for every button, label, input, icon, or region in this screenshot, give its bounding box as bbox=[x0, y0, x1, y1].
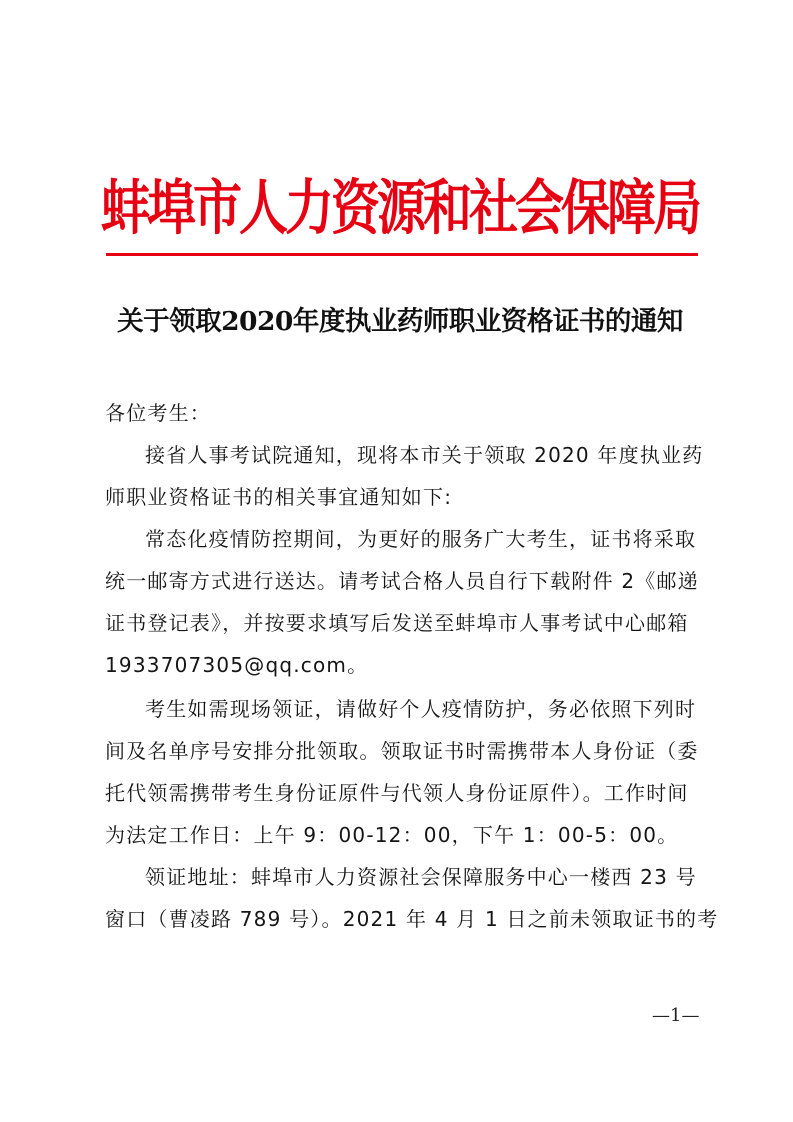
notice-title: 关于领取2020年度执业药师职业资格证书的通知 bbox=[117, 306, 683, 337]
body-line: 考生如需现场领证，请做好个人疫情防护，务必依照下列时 bbox=[145, 697, 697, 721]
body-line: 窗口（曹凌路 789 号）。2021 年 4 月 1 日之前未领取证书的考 bbox=[105, 907, 719, 931]
header-red-rule bbox=[106, 253, 698, 256]
body-line: 托代领需携带考生身份证原件与代领人身份证原件）。工作时间 bbox=[105, 781, 689, 805]
organization-header: 蚌埠市人力资源和社会保障局 bbox=[100, 172, 699, 244]
email-address: 1933707305@qq.com。 bbox=[105, 653, 369, 677]
body-line: 间及名单序号安排分批领取。领取证书时需携带本人身份证（委 bbox=[105, 739, 699, 763]
body-line: 统一邮寄方式进行送达。请考试合格人员自行下载附件 2《邮递 bbox=[105, 569, 699, 593]
body-line: 师职业资格证书的相关事宜通知如下: bbox=[105, 485, 453, 509]
body-line: 接省人事考试院通知，现将本市关于领取 2020 年度执业药 bbox=[145, 443, 704, 467]
body-line: 证书登记表》，并按要求填写后发送至蚌埠市人事考试中心邮箱 bbox=[105, 611, 689, 635]
address-line: 领证地址：蚌埠市人力资源社会保障服务中心一楼西 23 号 bbox=[145, 865, 697, 889]
work-hours-line: 为法定工作日：上午 9：00-12：00，下午 1：00-5：00。 bbox=[105, 823, 679, 847]
page-number: —1— bbox=[652, 1005, 700, 1026]
salutation: 各位考生： bbox=[105, 401, 211, 425]
body-line: 常态化疫情防控期间，为更好的服务广大考生，证书将采取 bbox=[145, 527, 697, 551]
